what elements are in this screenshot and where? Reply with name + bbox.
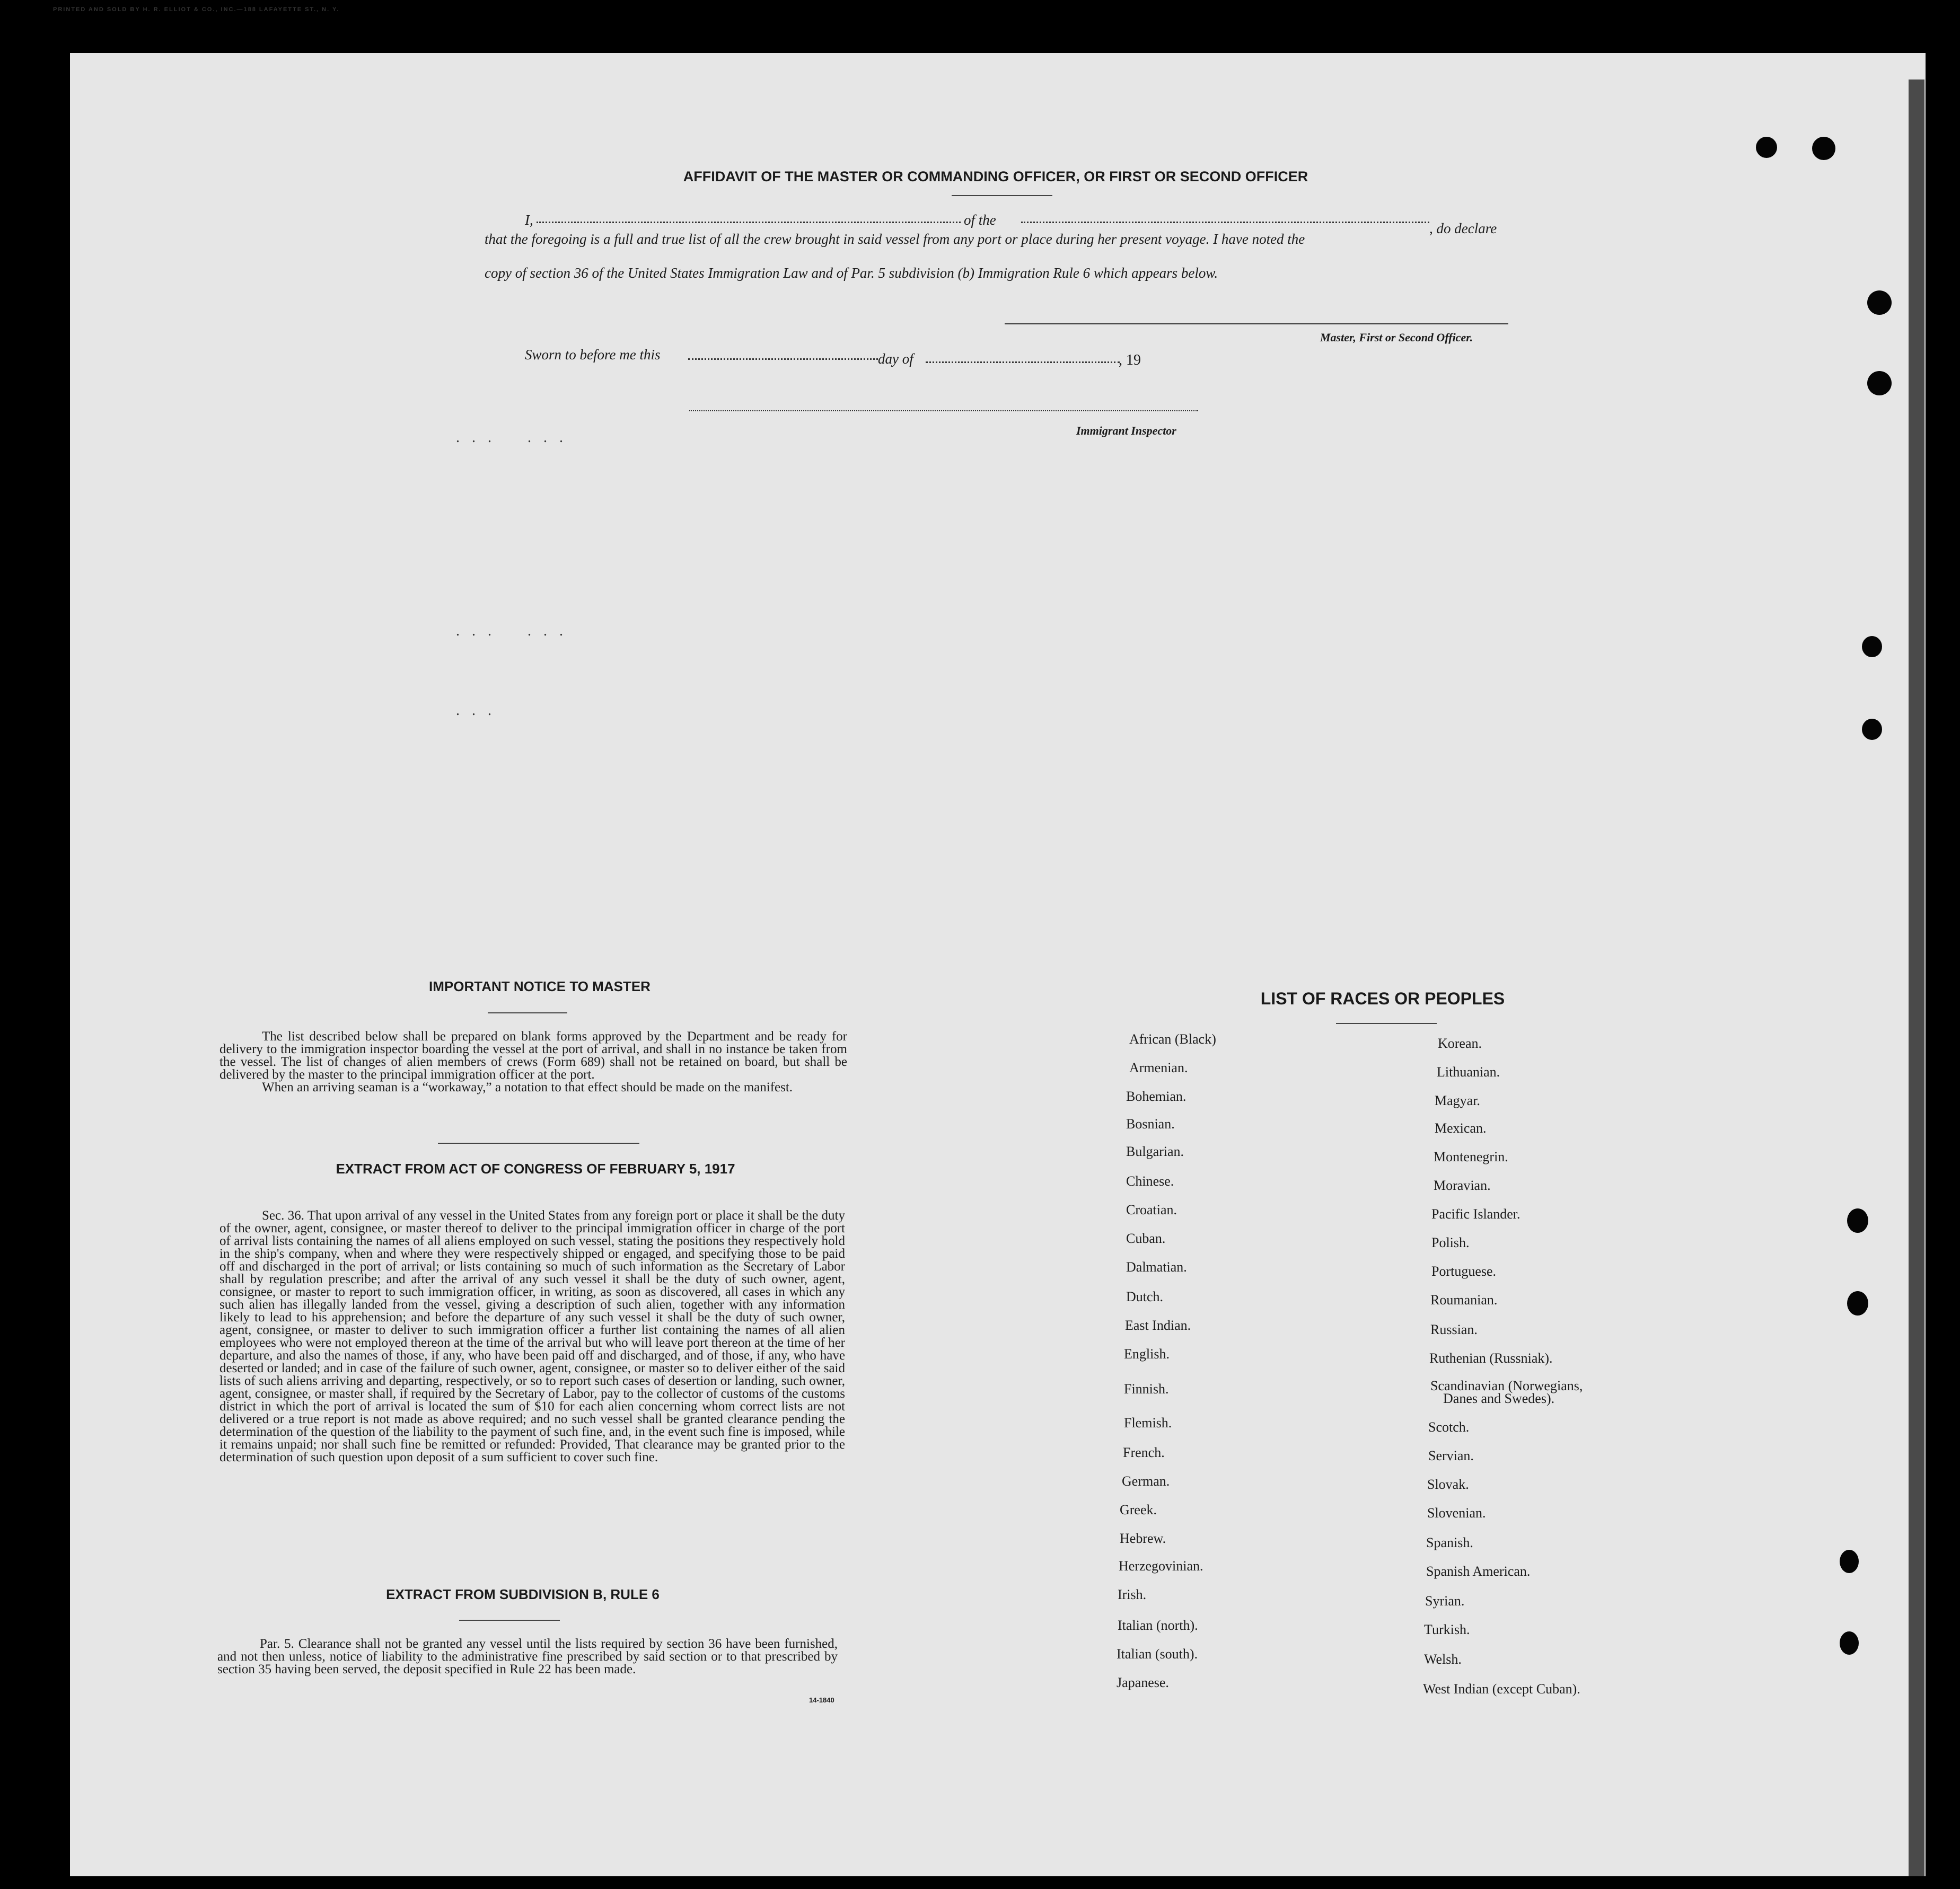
- race-item: Montenegrin.: [1434, 1149, 1508, 1164]
- race-item: Cuban.: [1126, 1231, 1166, 1246]
- signature-label: Master, First or Second Officer.: [1320, 331, 1473, 344]
- notice-text: [219, 1030, 847, 1094]
- race-item: Bohemian.: [1126, 1089, 1186, 1104]
- race-item: Welsh.: [1424, 1652, 1462, 1667]
- race-item: Finnish.: [1124, 1381, 1169, 1397]
- race-item: Flemish.: [1124, 1415, 1172, 1431]
- sworn-day-of: day of: [878, 351, 913, 367]
- race-item: Bosnian.: [1126, 1116, 1175, 1132]
- race-item: Syrian.: [1425, 1593, 1465, 1609]
- sworn-prefix: Sworn to before me this: [525, 347, 661, 363]
- speck-marks: . . . . . .: [456, 429, 567, 446]
- race-item: Dalmatian.: [1126, 1259, 1187, 1275]
- race-item: Italian (south).: [1117, 1646, 1198, 1662]
- signature-line[interactable]: [1005, 323, 1508, 324]
- section-divider: [438, 1143, 639, 1144]
- races-title-rule: [1336, 1023, 1437, 1024]
- race-item: Polish.: [1431, 1235, 1470, 1250]
- race-item: Greek.: [1120, 1502, 1157, 1517]
- punch-hole: [1840, 1550, 1859, 1573]
- affidavit-line1-end: , do declare: [1429, 220, 1497, 236]
- punch-hole: [1812, 137, 1835, 160]
- race-item: Slovenian.: [1427, 1505, 1486, 1521]
- race-item: Bulgarian.: [1126, 1144, 1184, 1159]
- race-item: German.: [1122, 1473, 1170, 1489]
- extract-act-paragraph: Sec. 36. That upon arrival of any vessel in the United States from any foreign port or place it shall be the duty of the owner, agent, consignee, or master thereof to deliver to the principal immigration officer in charge of the port of arrival lists containing the names of all aliens employed on such vessel, stating the positions they respectively hold in the ship's company, when and where they were respectively shipped or engaged, and specifying those to be paid off and discharged in the port of arrival; or lists containing so much of such information as the Secretary of Labor shall by regulation prescribe; and after the arrival of any such vessel it shall be the duty of such owner, agent, consignee, or master to report to such immigration officer, in writing, as soon as discovered, all cases in which any such alien has illegally landed from the vessel, giving a description of such alien, together with any information likely to lead to his apprehension; and before the departure of any such vessel it shall be the duty of such owner, agent, consignee, or master to deliver to such immigration officer a further list containing the names of all alien employees who were not employed thereon at the time of the arrival but who will leave port thereon at the time of her departure, and also the names of those, if any, who have been paid off and discharged, and of those, if any, who have deserted or landed; and in case of the failure of such owner, agent, consignee, or master so to deliver either of the said lists of such aliens arriving and departing, respectively, or so to report such cases of desertion or landing, such owner, agent, consignee, or master shall, if required by the Secretary of Labor, pay to the collector of customs of the customs district in which the port of arrival is located the sum of $10 for each alien concerning whom correct lists are not delivered or a true report is not made as above required; and no such vessel shall be granted clearance pending the determination of the question of the liability to the payment of such fine, and, in the event such fine is imposed, while it remains unpaid; nor shall such fine be remitted or refunded: Provided, That clearance may be granted prior to the determination of such question upon deposit of a sum sufficient to cover such fine.: [219, 1208, 845, 1464]
- notice-paragraph: When an arriving seaman is a “workaway,” a notation to that effect should be made on the manifest.: [262, 1080, 793, 1094]
- master-name-field[interactable]: [537, 222, 961, 223]
- race-item: Spanish.: [1426, 1535, 1473, 1550]
- punch-hole: [1847, 1208, 1868, 1233]
- affidavit-title: AFFIDAVIT OF THE MASTER OR COMMANDING OFFICER, OR FIRST OR SECOND OFFICER: [683, 169, 1308, 184]
- race-item: Armenian.: [1129, 1060, 1188, 1075]
- notice-title: IMPORTANT NOTICE TO MASTER: [429, 978, 651, 994]
- race-item: French.: [1123, 1445, 1165, 1460]
- inspector-signature-field[interactable]: [689, 410, 1198, 411]
- race-item: Japanese.: [1117, 1675, 1169, 1690]
- race-item: Korean.: [1438, 1036, 1482, 1051]
- race-item: Italian (north).: [1118, 1618, 1198, 1633]
- extract-rule-text: [217, 1638, 838, 1676]
- race-item: Spanish American.: [1426, 1564, 1531, 1579]
- affidavit-line1-of: of the: [964, 212, 996, 228]
- race-item: East Indian.: [1125, 1318, 1191, 1333]
- affidavit-line1-i: I,: [525, 212, 533, 228]
- sworn-year: , 19: [1119, 352, 1141, 368]
- race-item: African (Black): [1129, 1031, 1216, 1047]
- punch-hole: [1867, 290, 1892, 315]
- race-item: Herzegovinian.: [1119, 1558, 1203, 1574]
- race-item: English.: [1124, 1346, 1170, 1362]
- punch-hole: [1867, 371, 1892, 395]
- sworn-month-field[interactable]: [926, 361, 1120, 363]
- extract-rule-title-rule: [459, 1620, 560, 1621]
- race-item: Scandinavian (Norwegians,: [1430, 1378, 1583, 1393]
- affidavit-line3: copy of section 36 of the United States Immigration Law and of Par. 5 subdivision (b) Immigration Rule 6 which appears below.: [485, 265, 1218, 281]
- sworn-day-field[interactable]: [688, 358, 878, 360]
- race-item: Hebrew.: [1120, 1531, 1166, 1546]
- form-sheet: [70, 53, 1926, 1876]
- race-item: Roumanian.: [1430, 1292, 1498, 1308]
- race-item: West Indian (except Cuban).: [1423, 1681, 1580, 1697]
- speck-marks: . . .: [456, 702, 496, 719]
- punch-hole: [1847, 1291, 1868, 1316]
- race-item: Slovak.: [1427, 1477, 1469, 1492]
- race-item: Moravian.: [1434, 1178, 1491, 1193]
- race-item: Lithuanian.: [1437, 1064, 1500, 1080]
- extract-act-title: EXTRACT FROM ACT OF CONGRESS OF FEBRUARY 5, 1917: [336, 1161, 735, 1177]
- affidavit-line2: that the foregoing is a full and true list of all the crew brought in said vessel from any port or place during her present voyage. I have noted the: [485, 231, 1305, 247]
- race-item: Portuguese.: [1431, 1264, 1497, 1279]
- extract-act-text: [219, 1210, 845, 1464]
- printer-imprint: PRINTED AND SOLD BY H. R. ELLIOT & CO., INC.—188 LAFAYETTE ST., N. Y.: [53, 6, 340, 13]
- race-item: Scotch.: [1428, 1419, 1470, 1435]
- race-item: Ruthenian (Russniak).: [1429, 1350, 1553, 1366]
- form-number: 14-1840: [809, 1696, 834, 1704]
- affidavit-title-rule: [952, 195, 1052, 196]
- extract-rule-paragraph: Par. 5. Clearance shall not be granted any vessel until the lists required by section 36 have been furnished, and not then unless, notice of liability to the administrative fine prescribed by said section or to that prescribed by section 35 having been served, the deposit specified in Rule 22 has been made.: [217, 1637, 838, 1676]
- speck-marks: . . . . . .: [456, 623, 567, 639]
- race-item: Chinese.: [1126, 1173, 1174, 1189]
- notice-title-rule: [488, 1012, 567, 1013]
- race-item: Russian.: [1430, 1322, 1478, 1337]
- race-item: Servian.: [1428, 1448, 1474, 1463]
- notice-paragraph: The list described below shall be prepared on blank forms approved by the Department and be ready for delivery to the immigration inspector boarding the vessel at the port of arrival, and shall in no instance be taken from the vessel. The list of changes of alien members of crews (Form 689) shall not be retained on board, but shall be delivered by the master to the principal immigration officer at the port.: [219, 1029, 847, 1082]
- race-item-continuation: Danes and Swedes).: [1443, 1391, 1555, 1406]
- punch-hole: [1862, 719, 1882, 740]
- race-item: Mexican.: [1435, 1120, 1487, 1136]
- punch-hole: [1840, 1631, 1859, 1655]
- vessel-name-field[interactable]: [1021, 222, 1429, 223]
- punch-hole: [1862, 636, 1882, 657]
- race-item: Croatian.: [1126, 1202, 1177, 1217]
- race-item: Dutch.: [1126, 1289, 1164, 1304]
- inspector-label: Immigrant Inspector: [1076, 424, 1176, 437]
- sheet-edge-shadow: [1909, 80, 1924, 1876]
- race-item: Pacific Islander.: [1431, 1206, 1520, 1222]
- race-item: Turkish.: [1424, 1622, 1470, 1637]
- race-item: Irish.: [1118, 1587, 1147, 1602]
- punch-hole: [1756, 137, 1777, 158]
- extract-rule-title: EXTRACT FROM SUBDIVISION B, RULE 6: [386, 1586, 660, 1602]
- race-item: Magyar.: [1435, 1093, 1480, 1108]
- races-title: LIST OF RACES OR PEOPLES: [1260, 989, 1505, 1008]
